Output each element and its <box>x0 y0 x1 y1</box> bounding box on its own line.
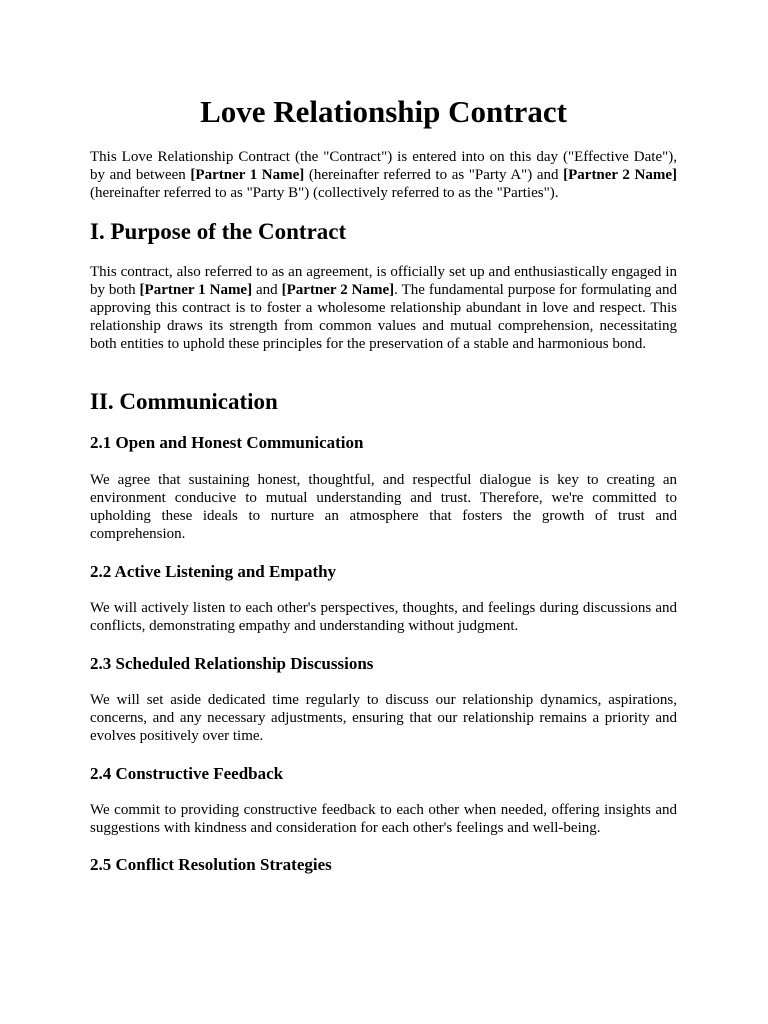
subsection-2-3-body <box>90 691 677 745</box>
subsection-2-2-body <box>90 599 677 635</box>
subsection-2-5 <box>90 854 677 876</box>
partner-1-placeholder: [Partner 1 Name] <box>139 282 253 298</box>
paragraph-2-1: We agree that sustaining honest, thoughtful, and respectful dialogue is key to creating an environment conducive to mutual understanding and trust. Therefore, we're committed to upholding these ideals to nurture an atmosphere that fosters the growth of trust and comprehension. <box>90 472 677 542</box>
subsection-heading-2-3: 2.3 Scheduled Relationship Discussions <box>90 654 374 673</box>
subsection-2-4 <box>90 763 677 785</box>
intro-text-1: This Love Relationship Contract (the "Contract") is entered into on this day ("Effective Date"), by and between <box>90 149 677 183</box>
subsection-2-1 <box>90 432 677 454</box>
partner-1-placeholder: [Partner 1 Name] <box>190 167 305 183</box>
subsection-heading-2-1: 2.1 Open and Honest Communication <box>90 433 364 452</box>
document-title: Love Relationship Contract <box>200 94 567 129</box>
intro-text-3: (hereinafter referred to as "Party B") (collectively referred to as the "Parties"). <box>90 185 559 201</box>
purpose-text-1: This contract, also referred to as an agreement, is officially set up and enthusiastically engaged in by both <box>90 264 677 298</box>
section-communication-heading-wrap <box>90 388 677 416</box>
subsection-2-1-body <box>90 471 677 543</box>
section-heading-communication: II. Communication <box>90 389 278 414</box>
subsection-2-4-body <box>90 801 677 837</box>
subsection-2-3 <box>90 653 677 675</box>
intro-text-2: (hereinafter referred to as "Party A") and <box>304 167 564 183</box>
purpose-paragraph <box>90 263 677 353</box>
subsection-heading-2-4: 2.4 Constructive Feedback <box>90 764 284 783</box>
partner-2-placeholder: [Partner 2 Name] <box>563 167 677 183</box>
paragraph-2-4: We commit to providing constructive feedback to each other when needed, offering insights and suggestions with kindness and consideration for each other's feelings and well-being. <box>90 802 677 836</box>
section-purpose-heading-wrap <box>90 218 677 246</box>
purpose-text-2: and <box>252 282 282 298</box>
paragraph-2-3: We will set aside dedicated time regularly to discuss our relationship dynamics, aspirations, concerns, and any necessary adjustments, ensuring that our relationship remains a priority and evolves positively over time. <box>90 692 677 744</box>
intro-paragraph <box>90 148 677 202</box>
partner-2-placeholder: [Partner 2 Name] <box>281 282 395 298</box>
subsection-heading-2-5: 2.5 Conflict Resolution Strategies <box>90 855 332 874</box>
section-heading-purpose: I. Purpose of the Contract <box>90 219 347 244</box>
purpose-text-3: . The fundamental purpose for formulating and approving this contract is to foster a wholesome relationship abundant in love and respect. This relationship draws its strength from common values and mutual comprehension, necessitating both entities to uphold these principles for the preservation of a stable and harmonious bond. <box>90 282 677 352</box>
paragraph-2-2: We will actively listen to each other's perspectives, thoughts, and feelings during discussions and conflicts, demonstrating empathy and understanding without judgment. <box>90 600 677 634</box>
subsection-heading-2-2: 2.2 Active Listening and Empathy <box>90 562 337 581</box>
subsection-2-2 <box>90 561 677 583</box>
